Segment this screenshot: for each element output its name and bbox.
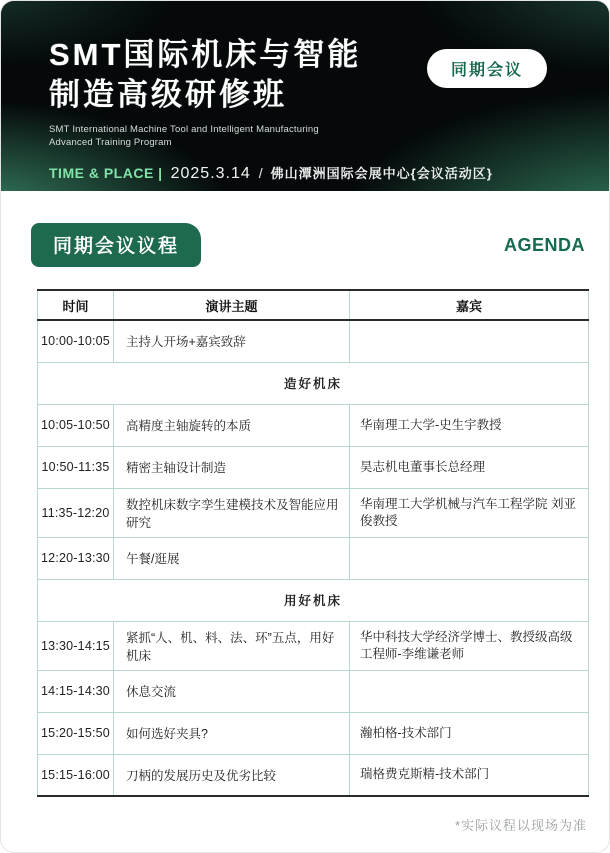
time-cell: 11:35-12:20: [38, 488, 114, 537]
guest-cell: 瑞格费克斯精-技术部门: [350, 754, 589, 796]
topic-cell: 如何选好夹具?: [114, 712, 350, 754]
time-cell: 14:15-14:30: [38, 670, 114, 712]
table-row: [38, 404, 589, 446]
column-header-time: 时间: [38, 290, 114, 320]
time-cell: 10:00-10:05: [38, 320, 114, 362]
event-date: 2025.3.14: [170, 165, 251, 182]
guest-cell: [350, 670, 589, 712]
agenda-table-wrapper: [37, 289, 589, 797]
time-cell: 10:50-11:35: [38, 446, 114, 488]
agenda-table-body: [38, 320, 589, 796]
table-row: [38, 488, 589, 537]
table-row: [38, 446, 589, 488]
table-row: [38, 712, 589, 754]
footer-disclaimer: *实际议程以现场为准: [454, 818, 587, 833]
topic-cell: 刀柄的发展历史及优劣比较: [114, 754, 350, 796]
table-row: [38, 670, 589, 712]
english-subtitle: [49, 123, 609, 149]
time-cell: 10:05-10:50: [38, 404, 114, 446]
topic-cell: 精密主轴设计制造: [114, 446, 350, 488]
guest-cell: 瀚柏格-技术部门: [350, 712, 589, 754]
table-row: [38, 320, 589, 362]
event-venue: 佛山潭洲国际会展中心{会议活动区}: [270, 166, 493, 181]
table-row: [38, 537, 589, 579]
agenda-table: [37, 289, 589, 797]
guest-cell: [350, 537, 589, 579]
date-venue-separator: /: [258, 165, 263, 181]
section-row: [38, 362, 589, 404]
section-row: [38, 579, 589, 621]
topic-cell: 紧抓“人、机、料、法、环”五点，用好机床: [114, 621, 350, 670]
table-header-row: [38, 290, 589, 320]
table-row: [38, 754, 589, 796]
section-row-title: 用好机床: [38, 579, 589, 621]
table-row: [38, 621, 589, 670]
topic-cell: 高精度主轴旋转的本质: [114, 404, 350, 446]
topic-cell: 休息交流: [114, 670, 350, 712]
topic-cell: 午餐/逛展: [114, 537, 350, 579]
guest-cell: 华中科技大学经济学博士、教授级高级工程师-李维谦老师: [350, 621, 589, 670]
time-cell: 15:20-15:50: [38, 712, 114, 754]
time-cell: 12:20-13:30: [38, 537, 114, 579]
concurrent-session-badge: 同期会议: [427, 49, 547, 88]
main-title-line2: 制造高级研修班: [49, 77, 287, 112]
time-cell: 15:15-16:00: [38, 754, 114, 796]
column-header-topic: 演讲主题: [114, 290, 350, 320]
section-title-pill: 同期会议议程: [31, 223, 201, 267]
english-subtitle-line2: Advanced Training Program: [49, 137, 172, 148]
topic-cell: 数控机床数字孪生建模技术及智能应用研究: [114, 488, 350, 537]
guest-cell: [350, 320, 589, 362]
time-cell: 13:30-14:15: [38, 621, 114, 670]
topic-cell: 主持人开场+嘉宾致辞: [114, 320, 350, 362]
main-title-line1: SMT国际机床与智能: [49, 37, 362, 72]
agenda-label: AGENDA: [503, 234, 585, 255]
column-header-guest: 嘉宾: [350, 290, 589, 320]
guest-cell: 昊志机电董事长总经理: [350, 446, 589, 488]
time-place-label: TIME & PLACE |: [49, 165, 163, 181]
section-row-title: 造好机床: [38, 362, 589, 404]
guest-cell: 华南理工大学机械与汽车工程学院 刘亚俊教授: [350, 488, 589, 537]
guest-cell: 华南理工大学-史生宇教授: [350, 404, 589, 446]
time-place-row: [49, 163, 609, 183]
header-banner: [1, 1, 609, 191]
english-subtitle-line1: SMT International Machine Tool and Intelligent Manufacturing: [49, 124, 319, 135]
section-header-bar: [31, 223, 587, 267]
